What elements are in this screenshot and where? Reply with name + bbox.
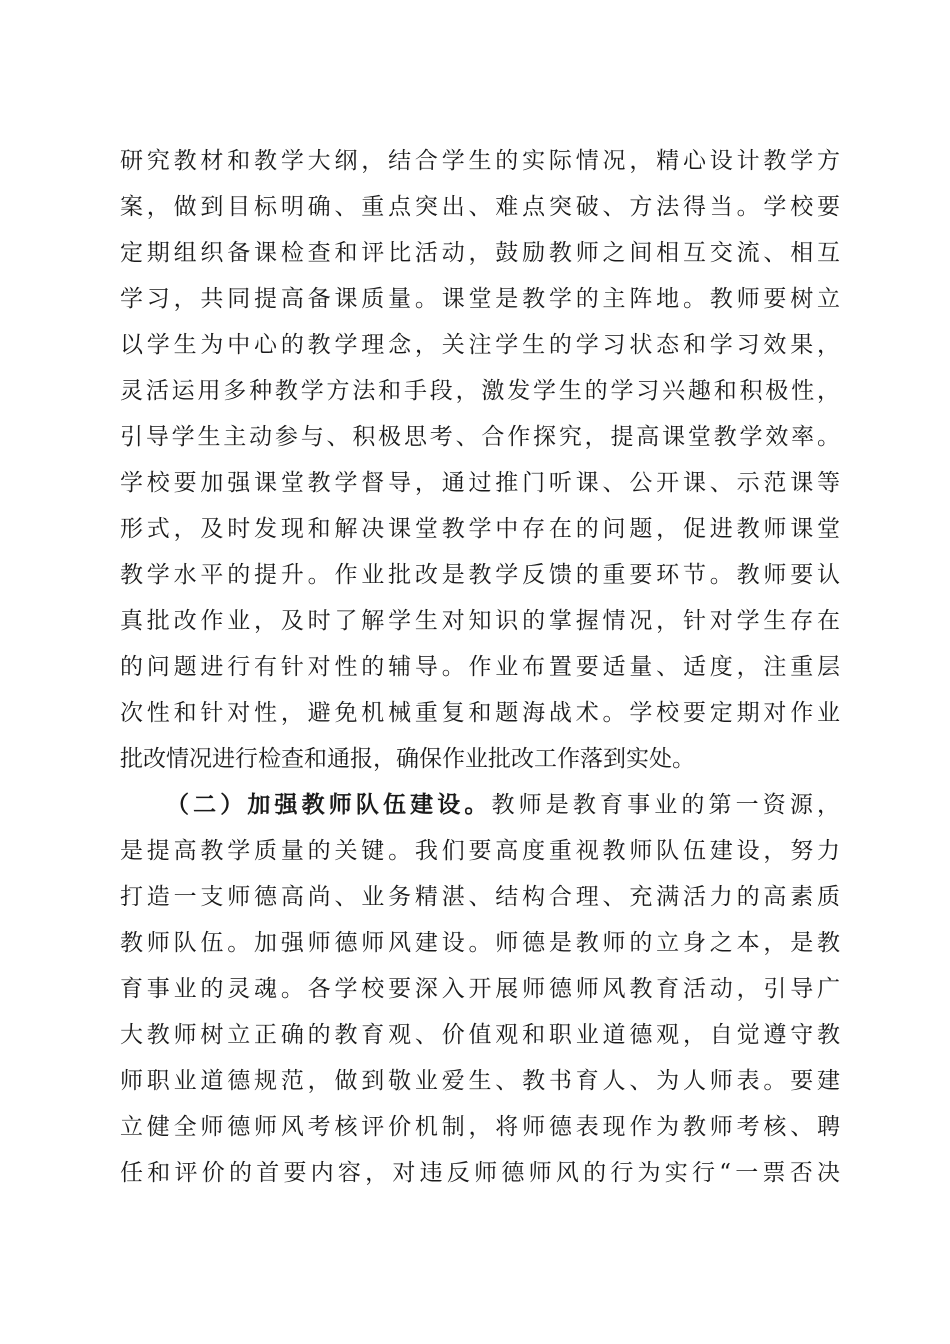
- text-line: 次性和针对性，避免机械重复和题海战术。学校要定期对作业: [120, 700, 840, 726]
- text-line: 研究教材和教学大纲，结合学生的实际情况，精心设计教学方: [120, 148, 840, 174]
- text-line: 学校要加强课堂教学督导，通过推门听课、公开课、示范课等: [120, 470, 840, 496]
- text-line: 教师队伍。加强师德师风建设。师德是教师的立身之本，是教: [120, 930, 840, 956]
- text-line: 教学水平的提升。作业批改是教学反馈的重要环节。教师要认: [120, 562, 840, 588]
- text-line: 案，做到目标明确、重点突出、难点突破、方法得当。学校要: [120, 194, 840, 220]
- text-line: 以学生为中心的教学理念，关注学生的学习状态和学习效果，: [120, 332, 840, 358]
- text-span: 教师是教育事业的第一资源，: [491, 792, 840, 818]
- text-line: 打造一支师德高尚、业务精湛、结构合理、充满活力的高素质: [120, 884, 840, 910]
- text-line: 是提高教学质量的关键。我们要高度重视教师队伍建设，努力: [120, 838, 840, 864]
- text-line: 批改情况进行检查和通报，确保作业批改工作落到实处。: [120, 746, 695, 772]
- body-text: [120, 138, 840, 1196]
- section-heading: （二）加强教师队伍建设。: [166, 791, 492, 818]
- text-line: 引导学生主动参与、积极思考、合作探究，提高课堂教学效率。: [120, 424, 840, 450]
- text-line: 任和评价的首要内容，对违反师德师风的行为实行“一票否决: [120, 1160, 840, 1186]
- text-line: 立健全师德师风考核评价机制，将师德表现作为教师考核、聘: [120, 1114, 840, 1140]
- text-line: 大教师树立正确的教育观、价值观和职业道德观，自觉遵守教: [120, 1022, 840, 1048]
- text-line: 学习，共同提高备课质量。课堂是教学的主阵地。教师要树立: [120, 286, 840, 312]
- text-line: 形式，及时发现和解决课堂教学中存在的问题，促进教师课堂: [120, 516, 840, 542]
- text-line: 灵活运用多种教学方法和手段，激发学生的学习兴趣和积极性，: [120, 378, 840, 404]
- text-line: 真批改作业，及时了解学生对知识的掌握情况，针对学生存在: [120, 608, 840, 634]
- text-line: 师职业道德规范，做到敬业爱生、教书育人、为人师表。要建: [120, 1068, 840, 1094]
- text-line: 育事业的灵魂。各学校要深入开展师德师风教育活动，引导广: [120, 976, 840, 1002]
- paragraph-1: [120, 138, 840, 782]
- paragraph-2: [120, 782, 840, 1196]
- text-line: 定期组织备课检查和评比活动，鼓励教师之间相互交流、相互: [120, 240, 840, 266]
- text-line: 的问题进行有针对性的辅导。作业布置要适量、适度，注重层: [120, 654, 840, 680]
- text-line-first: [120, 782, 840, 828]
